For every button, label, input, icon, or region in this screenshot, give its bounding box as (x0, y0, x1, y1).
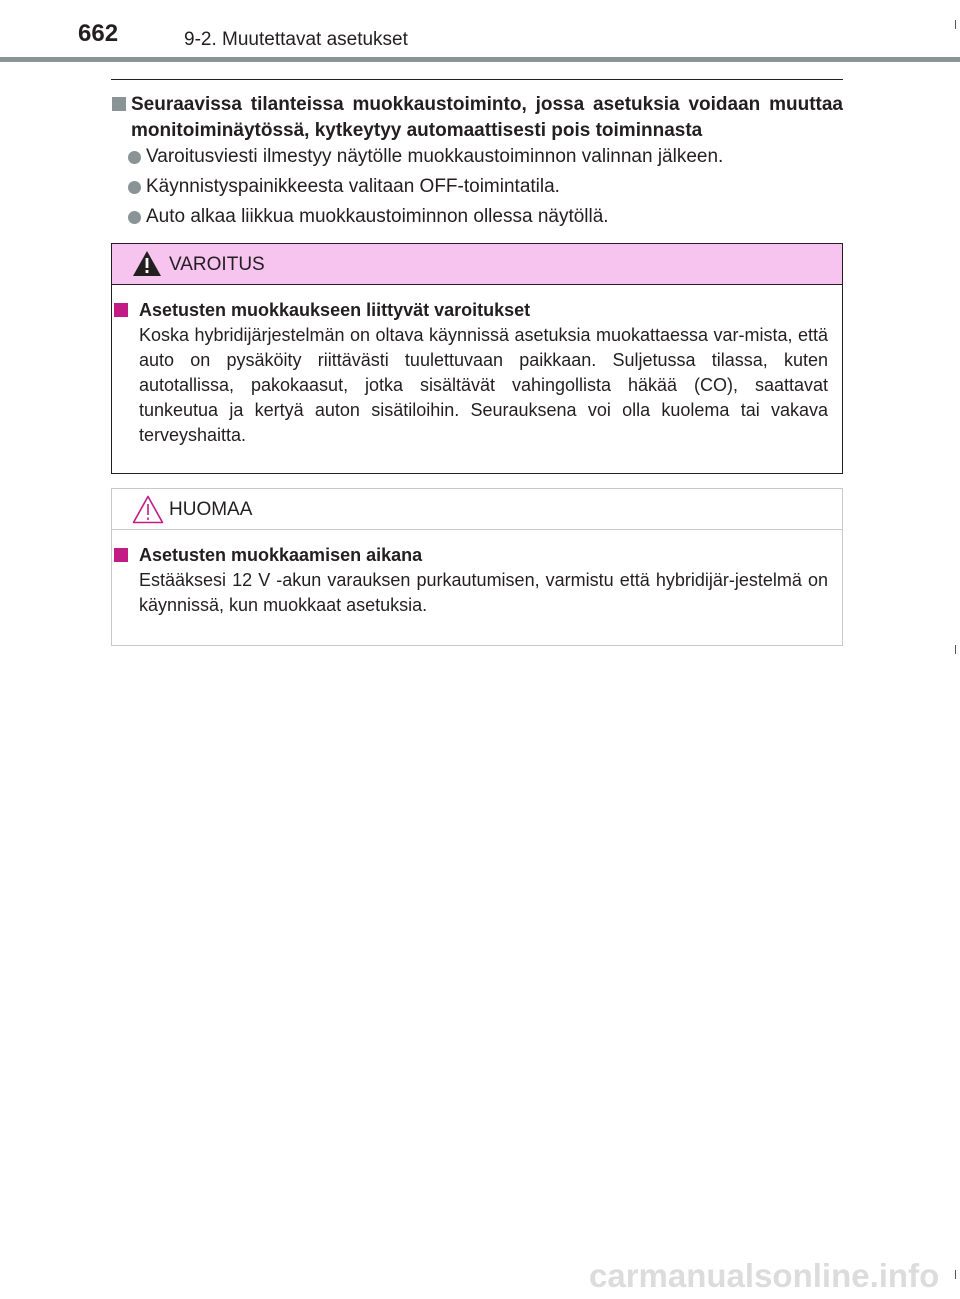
bullet-text: Käynnistyspainikkeesta valitaan OFF-toimintatila. (146, 176, 560, 197)
main-heading-text: Seuraavissa tilanteissa muokkaustoiminto, jossa asetuksia voidaan muuttaa monitoiminäytössä, kytkeytyy automaattisesti pois toiminnasta (131, 94, 843, 141)
notice-box (111, 488, 843, 646)
warning-box (111, 243, 843, 474)
warning-label: VAROITUS (169, 254, 265, 275)
bullet-dot-icon (128, 211, 141, 224)
crop-mark (955, 645, 956, 654)
warning-heading-text: Asetusten muokkaukseen liittyvät varoitukset (139, 300, 531, 320)
notice-body (112, 530, 842, 618)
notice-label: HUOMAA (169, 499, 253, 520)
notice-heading-text: Asetusten muokkaamisen aikana (139, 545, 423, 565)
warning-triangle-icon (132, 250, 162, 277)
list-item (128, 172, 843, 202)
bullet-dot-icon (128, 151, 141, 164)
warning-heading (135, 297, 828, 323)
watermark: carmanualsonline.info (589, 1257, 940, 1294)
main-heading (111, 92, 843, 144)
notice-text: Estääksesi 12 V -akun varauksen purkautumisen, varmistu että hybridijär-jestelmä on käynnissä, kun muokkaat asetuksia. (139, 570, 828, 615)
notice-square-icon (114, 548, 128, 562)
warning-text: Koska hybridijärjestelmän on oltava käynnissä asetuksia muokattaessa var-mista, että auto on pysäköity riittävästi tuulettuvaan paikkaan. Suljetussa tilassa, kuten autotallissa, pakokaasut, jotka sisältävät vahingollista häkää (CO), saattavat tunkeutua ja kertyä auton sisätiloihin. Seurauksena voi olla kuolema tai vakava terveyshaitta. (139, 325, 828, 445)
bullet-dot-icon (128, 181, 141, 194)
crop-mark (955, 1270, 956, 1279)
crop-mark (955, 20, 956, 29)
notice-header (112, 489, 842, 530)
heading-square-icon (112, 97, 126, 111)
header-bar (0, 57, 960, 62)
warning-header (112, 244, 842, 285)
bullet-text: Varoitusviesti ilmestyy näytölle muokkaustoiminnon valinnan jälkeen. (146, 146, 724, 167)
list-item (128, 202, 843, 232)
notice-heading (135, 542, 828, 568)
warning-square-icon (114, 303, 128, 317)
notice-triangle-icon (132, 495, 164, 524)
list-item (128, 142, 843, 172)
page-number: 662 (78, 20, 119, 47)
section-title: 9-2. Muutettavat asetukset (184, 29, 408, 50)
body-rule (111, 79, 843, 80)
bullet-list (128, 142, 843, 232)
warning-body (112, 285, 842, 448)
bullet-text: Auto alkaa liikkua muokkaustoiminnon ollessa näytöllä. (146, 206, 609, 227)
